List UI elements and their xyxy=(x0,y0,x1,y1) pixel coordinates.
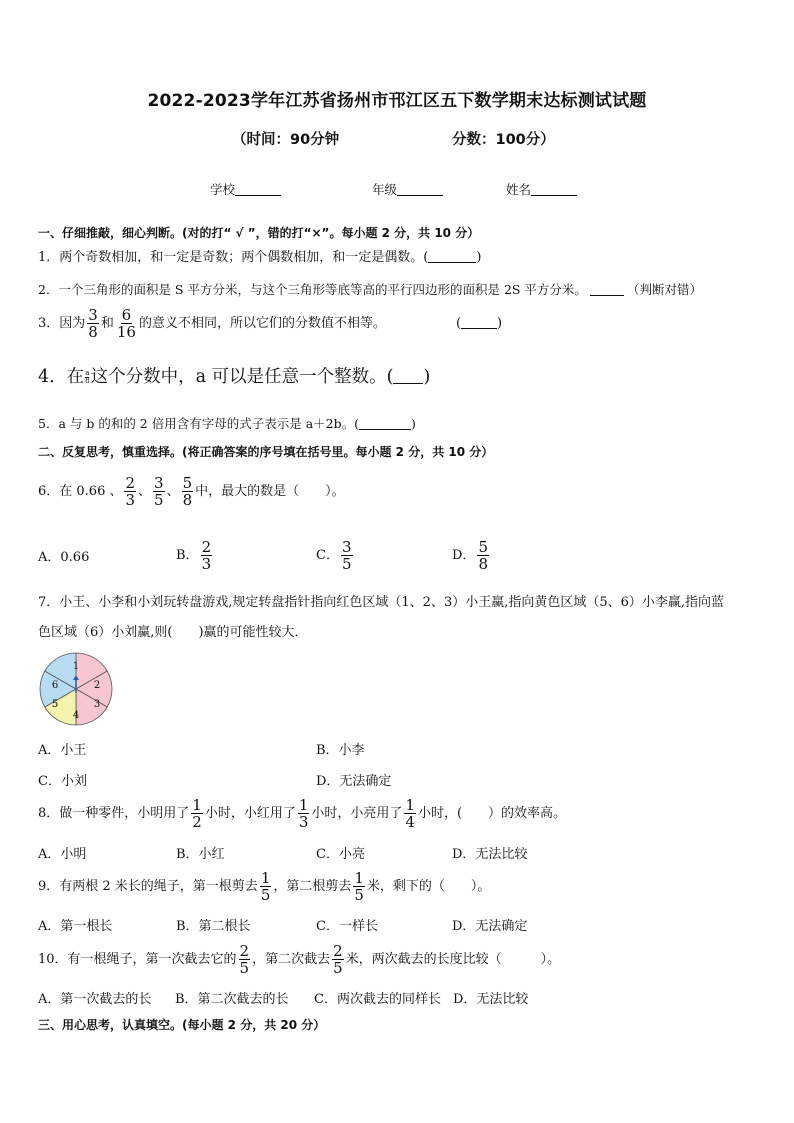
exam-time: （时间：90分钟 xyxy=(232,132,340,148)
q7-line1: 7．小王、小李和小刘玩转盘游戏,规定转盘指针指向红色区域（1、2、3）小王赢,指向黄色区域（5、6）小李赢,指向蓝 xyxy=(38,595,725,610)
q4-post: 这个分数中，a 可以是任意一个整数。( xyxy=(90,367,394,387)
q7-option-b[interactable]: B．小李 xyxy=(316,743,365,758)
q6-option-a[interactable]: A．0.66 xyxy=(38,550,90,565)
q8-option-d[interactable]: D．无法比较 xyxy=(452,847,528,862)
q3-pre: 3．因为 xyxy=(38,316,86,331)
q9-option-b[interactable]: B．第二根长 xyxy=(176,919,251,934)
sector-label-5: 5 xyxy=(51,699,59,710)
q4-fraction: $\frac{a}{8}$ xyxy=(85,369,90,385)
q9-option-c[interactable]: C．一样长 xyxy=(316,919,378,934)
q1-close: ) xyxy=(476,250,482,265)
q8-option-b[interactable]: B．小红 xyxy=(176,847,225,862)
q7-option-d[interactable]: D．无法确定 xyxy=(316,774,392,789)
q6-option-c[interactable]: C． $\frac{3}{5}$ xyxy=(316,538,352,573)
page-title: 2022-2023学年江苏省扬州市邗江区五下数学期末达标测试试题 xyxy=(147,91,647,111)
q10-option-b[interactable]: B．第二次截去的长 xyxy=(175,992,289,1007)
q8-option-c[interactable]: C．小亮 xyxy=(316,847,365,862)
section1-heading: 一、仔细推敲，细心判断。(对的打“ √ ”，错的打“×”。每小题 2 分，共 10 分） xyxy=(38,226,480,240)
grade-field xyxy=(372,180,443,198)
q9-option-d[interactable]: D．无法确定 xyxy=(452,919,528,934)
q3-post: 的意义不相同，所以它们的分数值不相等。 xyxy=(138,316,386,331)
q9-option-a[interactable]: A．第一根长 xyxy=(38,919,113,934)
q4-pre: 4．在 xyxy=(38,367,85,387)
q5-text: 5．a 与 b 的和的 2 倍用含有字母的式子表示是 a＋2b。( xyxy=(38,416,359,431)
exam-score: 分数：100分） xyxy=(452,132,555,148)
q2-text: 2．一个三角形的面积是 S 平方分米，与这个三角形等底等高的平行四边形的面积是 2S 平方分米。 xyxy=(38,282,587,297)
q1-text: 1．两个奇数相加，和一定是奇数；两个偶数相加，和一定是偶数。( xyxy=(38,250,429,265)
name-blank[interactable] xyxy=(531,183,577,196)
sector-label-4: 4 xyxy=(72,710,80,721)
q5-close: ) xyxy=(411,416,416,431)
q10-option-a[interactable]: A．第一次截去的长 xyxy=(38,992,152,1007)
name-field xyxy=(506,180,577,198)
school-field xyxy=(210,180,281,198)
grade-blank[interactable] xyxy=(397,183,443,196)
question-8: 8．做一种零件，小明用了 $\frac{1}{2}$ 小时，小红用了 $\frac{1}{3}$ 小时，小亮用了 $\frac{1}{4}$ 小时，( ）的效率高。 xyxy=(38,796,567,831)
q7-option-a[interactable]: A．小王 xyxy=(38,743,87,758)
sector-label-1: 1 xyxy=(72,661,80,672)
q10-option-d[interactable]: D．无法比较 xyxy=(453,992,529,1007)
q10-option-c[interactable]: C．两次截去的同样长 xyxy=(314,992,441,1007)
spinner-diagram xyxy=(36,652,116,728)
sector-label-6: 6 xyxy=(51,680,59,691)
question-10: 10．有一根绳子，第一次截去它的 $\frac{2}{5}$ ，第二次截去 $\frac{2}{5}$ 米，两次截去的长度比较（ ）。 xyxy=(38,942,561,977)
section3-heading: 三、用心思考，认真填空。(每小题 2 分，共 20 分） xyxy=(38,1018,326,1032)
q6-option-b[interactable]: B． $\frac{2}{3}$ xyxy=(176,538,212,573)
section2-heading: 二、反复思考，慎重选择。(将正确答案的序号填在括号里。每小题 2 分，共 10 分） xyxy=(38,445,494,459)
school-label: 学校 xyxy=(210,182,236,197)
q1-answer-blank[interactable] xyxy=(428,249,476,263)
q4-close: ) xyxy=(423,367,431,387)
question-1 xyxy=(38,249,481,267)
q3-fraction-1: $\frac{3}{8}$ xyxy=(88,306,98,341)
question-3 xyxy=(38,307,502,341)
q6-post: 中，最大的数是（ ）。 xyxy=(195,484,345,499)
q8-option-a[interactable]: A．小明 xyxy=(38,847,87,862)
q2-tail: （判断对错） xyxy=(626,282,702,297)
q3-fraction-2: $\frac{6}{16}$ xyxy=(116,306,136,341)
q3-open: ( xyxy=(455,316,462,331)
sector-label-3: 3 xyxy=(93,699,101,710)
sector-label-2: 2 xyxy=(93,680,101,691)
question-6: 6．在 0.66 、 $\frac{2}{3}$ 、 $\frac{3}{5}$ 、 $\frac{5}{8}$ 中，最大的数是（ ）。 xyxy=(38,474,345,509)
name-label: 姓名 xyxy=(506,182,532,197)
question-5 xyxy=(38,415,416,433)
q7-line2: 色区域（6）小刘赢,则( )赢的可能性较大． xyxy=(38,625,308,640)
q7-option-c[interactable]: C．小刘 xyxy=(38,774,87,789)
school-blank[interactable] xyxy=(235,183,281,196)
q6-option-d[interactable]: D． $\frac{5}{8}$ xyxy=(452,538,488,573)
q2-answer-blank[interactable] xyxy=(590,282,624,296)
q3-and: 和 xyxy=(100,316,114,331)
question-2 xyxy=(38,281,702,299)
q4-answer-blank[interactable] xyxy=(393,367,423,384)
question-4 xyxy=(38,365,430,389)
q6-pre: 6．在 0.66 、 xyxy=(38,484,123,499)
q5-answer-blank[interactable] xyxy=(359,416,411,430)
q3-answer-blank[interactable] xyxy=(461,315,497,329)
q3-close: ) xyxy=(497,316,503,331)
grade-label: 年级 xyxy=(372,182,398,197)
question-9: 9．有两根 2 米长的绳子，第一根剪去 $\frac{1}{5}$ ，第二根剪去 $\frac{1}{5}$ 米，剩下的（ ）。 xyxy=(38,869,491,904)
